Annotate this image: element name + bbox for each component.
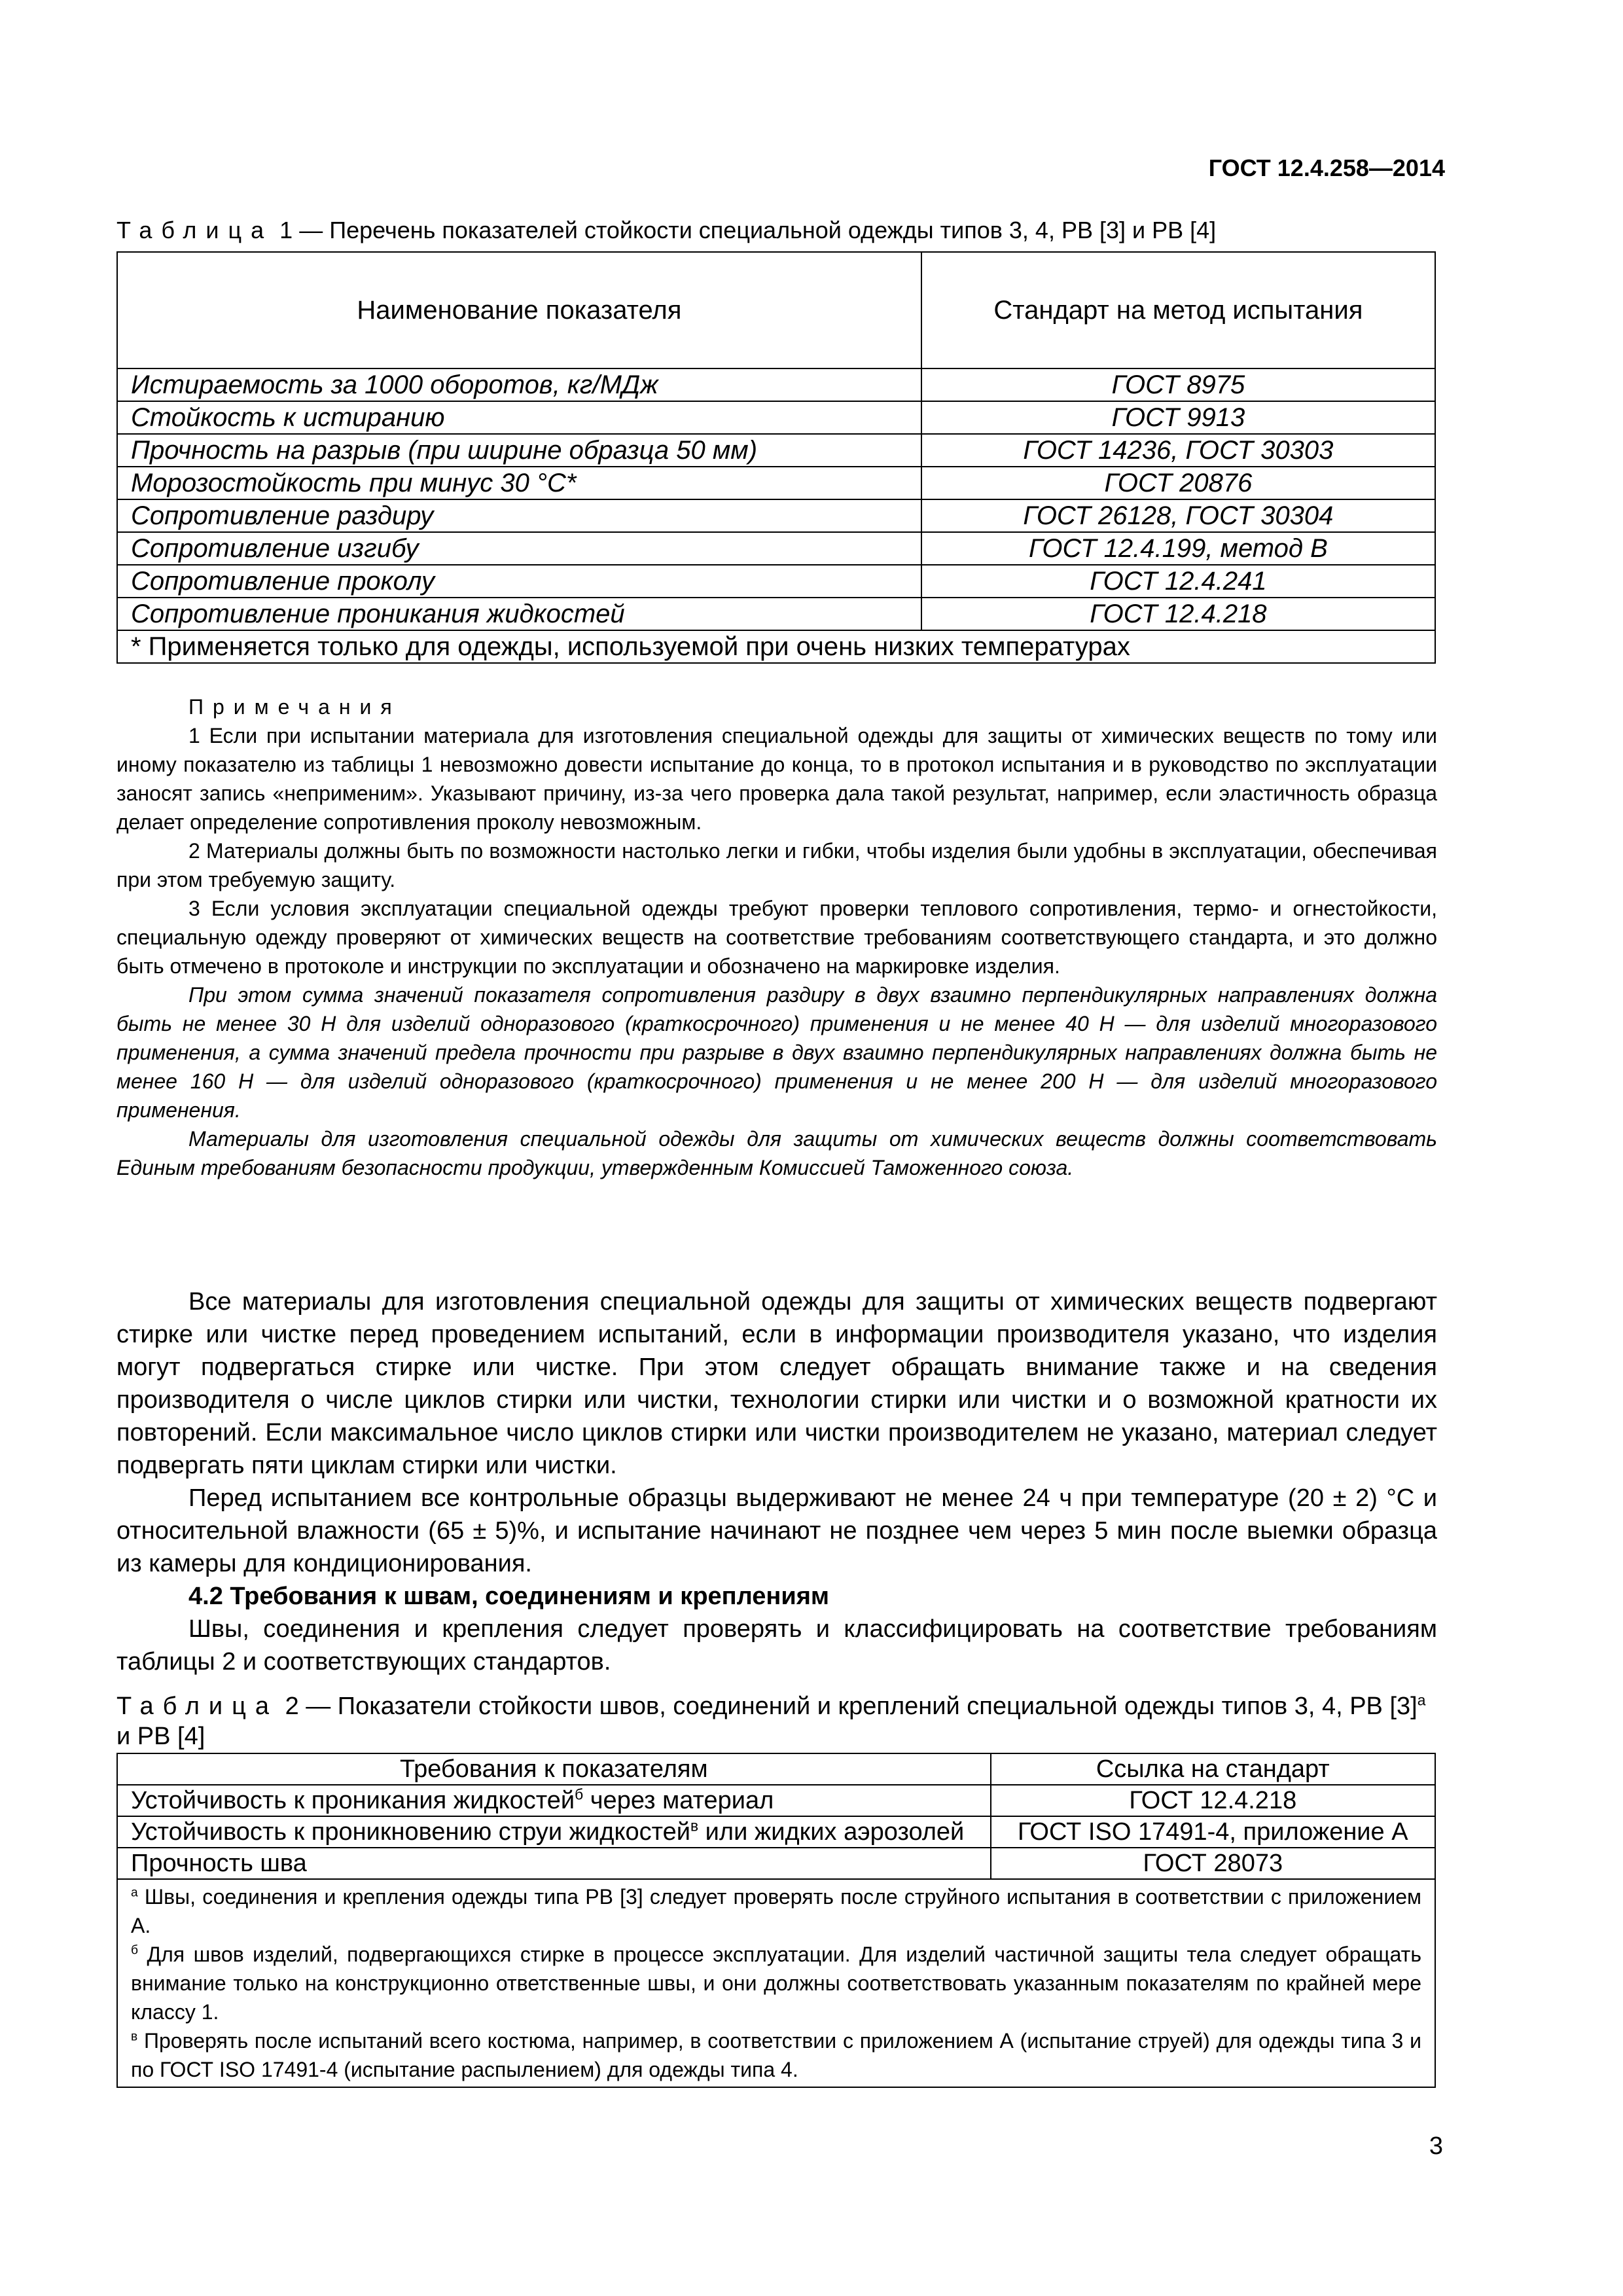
test-standard: ГОСТ 12.4.241 [921,565,1435,598]
footnote-mark: б [575,1785,584,1803]
table2 [116,1753,1436,2088]
table2-col-requirement-header: Требования к показателям [117,1753,991,1785]
reference-cell: ГОСТ 28073 [991,1848,1435,1879]
footnote-mark: в [131,2030,138,2044]
table-row [117,368,1435,401]
paragraph-washing: Все материалы для изготовления специальной одежды для защиты от химических веществ подвергают стирке или чистке перед проведением испытаний, если в информации производителя указано, что изделия могут подвергаться стирке или чистке. При этом следует обращать внимание также и на сведения производителя о числе циклов стирки или чистки, технологии стирки или чистки и о возможной кратности их повторений. Если максимальное число циклов стирки или чистки производителем не указано, материал следует подвергать пяти циклам стирки или чистки. [116,1288,1437,1479]
table-row [117,598,1435,630]
table2-footnote-b [131,1940,1421,2026]
paragraph-seams: Швы, соединения и крепления следует проверять и классифицировать на соответствие требованиям таблицы 2 и соответствующих стандартов. [116,1615,1437,1676]
table1-caption [116,216,1432,245]
reference-cell: ГОСТ 12.4.218 [991,1785,1435,1816]
table-row [117,1848,1435,1879]
note-paragraph-customs: Материалы для изготовления специальной одежды для защиты от химических веществ должны соответствовать Единым требованиям безопасности продукции, утвержденным Комиссией Таможенного союза. [116,1127,1437,1179]
indicator-name: Сопротивление проникания жидкостей [117,598,921,630]
notes-block [116,692,1437,1182]
requirement-cell [117,1785,991,1816]
indicator-name: Истираемость за 1000 оборотов, кг/МДж [117,368,921,401]
test-standard: ГОСТ 12.4.199, метод В [921,532,1435,565]
table2-header-row [117,1753,1435,1785]
table-row [117,434,1435,467]
table2-footnotes [117,1879,1435,2087]
table2-caption [116,1691,1432,1751]
requirement-text: Устойчивость к проникания жидкостей [131,1787,575,1814]
table-row [117,565,1435,598]
table1-caption-text: 1 — Перечень показателей стойкости специальной одежды типов 3, 4, РВ [3] и РВ [4] [279,217,1217,243]
table2-caption-text: 2 — Показатели стойкости швов, соединений и креплений специальной одежды типов 3, 4, РВ [3] [285,1693,1418,1720]
table2-caption-tail: и РВ [4] [116,1723,205,1750]
table-row [117,401,1435,434]
table2-footnote-v [131,2026,1421,2084]
table1 [116,251,1436,664]
test-standard: ГОСТ 9913 [921,401,1435,434]
indicator-name: Сопротивление раздиру [117,499,921,532]
table-row [117,532,1435,565]
footnote-mark: в [690,1817,699,1835]
footnote-text: Швы, соединения и крепления одежды типа РВ [3] следует проверять после струйного испытания в соответствии с приложением А. [131,1885,1421,1937]
footnote-text: Для швов изделий, подвергающихся стирке в процессе эксплуатации. Для изделий частичной защиты тела следует обращать внимание только на конструкционно ответственные швы, и они должны соответствовать указанным показателям по крайней мере классу 1. [131,1943,1421,2024]
footnote-mark: а [1417,1691,1426,1709]
page-number: 3 [1429,2132,1443,2160]
paragraph-conditioning: Перед испытанием все контрольные образцы выдерживают не менее 24 ч при температуре (20 ± 2) °С и относительной влажности (65 ± 5)%, и испытание начинают не позднее чем через 5 мин после выемки образца из камеры для кондиционирования. [116,1484,1437,1577]
note-2: 2 Материалы должны быть по возможности настолько легки и гибки, чтобы изделия были удобны в эксплуатации, обеспечивая при этом требуемую защиту. [116,839,1437,891]
table-row [117,1785,1435,1816]
table-row [117,467,1435,499]
note-1: 1 Если при испытании материала для изготовления специальной одежды для защиты от химических веществ по тому или иному показателю из таблицы 1 невозможно довести испытание до конца, то в протокол испытания и в руководство по эксплуатации заносят запись «неприменим». Указывают причину, из-за чего проверка дала такой результат, например, если эластичность образца делает определение сопротивления проколу невозможным. [116,724,1437,834]
document-number: ГОСТ 12.4.258—2014 [1208,154,1445,181]
table1-footnote-row [117,630,1435,663]
table2-col-reference-header: Ссылка на стандарт [991,1753,1435,1785]
requirement-text-tail: или жидких аэрозолей [698,1818,965,1846]
table1-header-row [117,252,1435,368]
requirement-cell [117,1816,991,1848]
requirement-text: Прочность шва [131,1850,307,1877]
table1-col-standard-header: Стандарт на метод испытания [921,252,1435,368]
test-standard: ГОСТ 26128, ГОСТ 30304 [921,499,1435,532]
indicator-name: Морозостойкость при минус 30 °С* [117,467,921,499]
note-paragraph-strength: При этом сумма значений показателя сопротивления раздиру в двух взаимно перпендикулярных направлениях должна быть не менее 30 Н для изделий одноразового (краткосрочного) применения и не менее 40 Н — для изделий многоразового применения, а сумма значений предела прочности при разрыве в двух взаимно перпендикулярных направлениях должна быть не менее 160 Н — для изделий одноразового (краткосрочного) применения и не менее 200 Н — для изделий многоразового применения. [116,983,1437,1122]
indicator-name: Прочность на разрыв (при ширине образца 50 мм) [117,434,921,467]
requirement-cell [117,1848,991,1879]
indicator-name: Сопротивление изгибу [117,532,921,565]
notes-title: Примечания [188,695,401,719]
test-standard: ГОСТ 8975 [921,368,1435,401]
requirement-text-tail: через материал [583,1787,774,1814]
reference-cell: ГОСТ ISO 17491-4, приложение А [991,1816,1435,1848]
indicator-name: Стойкость к истиранию [117,401,921,434]
table1-footnote: * Применяется только для одежды, используемой при очень низких температурах [117,630,1435,663]
section-heading-4-2: 4.2 Требования к швам, соединениям и креплениям [188,1583,829,1610]
test-standard: ГОСТ 12.4.218 [921,598,1435,630]
indicator-name: Сопротивление проколу [117,565,921,598]
footnote-text: Проверять после испытаний всего костюма, например, в соответствии с приложением А (испытание струей) для одежды типа 3 и по ГОСТ ISO 17491-4 (испытание распылением) для одежды типа 4. [131,2029,1421,2081]
table2-label: Таблица [116,1693,278,1720]
table1-label: Таблица [116,217,274,243]
note-3: 3 Если условия эксплуатации специальной одежды требуют проверки теплового сопротивления, термо- и огнестойкости, специальную одежду проверяют от химических веществ на соответствие требованиям соответствующего стандарта, и это должно быть отмечено в протоколе и инструкции по эксплуатации и обозначено на маркировке изделия. [116,897,1437,978]
table2-footnotes-row [117,1879,1435,2087]
table-row [117,1816,1435,1848]
test-standard: ГОСТ 14236, ГОСТ 30303 [921,434,1435,467]
requirement-text: Устойчивость к проникновению струи жидкостей [131,1818,690,1846]
table2-footnote-a [131,1882,1421,1940]
footnote-mark: а [131,1886,138,1900]
test-standard: ГОСТ 20876 [921,467,1435,499]
table1-col-name-header: Наименование показателя [117,252,921,368]
table-row [117,499,1435,532]
body-text [116,1285,1437,1678]
footnote-mark: б [131,1943,138,1958]
